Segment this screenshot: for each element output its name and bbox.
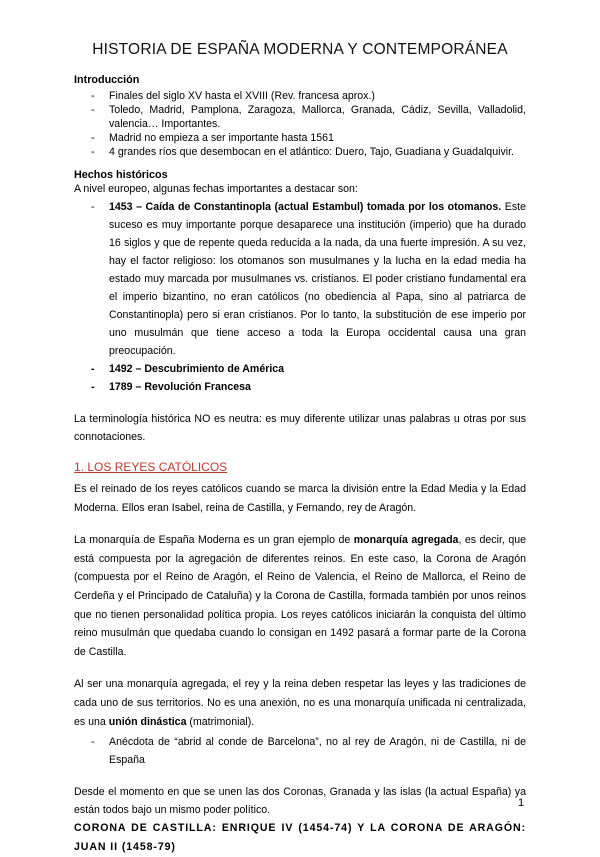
intro-item-4: - 4 grandes ríos que desembocan en el atlántico: Duero, Tajo, Guadiana y Guadalquivir. (74, 145, 526, 159)
anecdota-item: - Anécdota de “abrid al conde de Barcelona”, no al rey de Aragón, ni de Castilla, ni de España (74, 733, 526, 769)
terminologia-paragraph: La terminología histórica NO es neutra: es muy diferente utilizar unas palabras u otras por sus connotaciones. (74, 413, 526, 443)
section-1-paragraph-3 (74, 675, 526, 731)
hechos-item-1789: - 1789 – Revolución Francesa (74, 378, 526, 396)
document-title: HISTORIA DE ESPAÑA MODERNA Y CONTEMPORÁNEA (92, 41, 508, 58)
union-dinastica-term: unión dinástica (108, 715, 187, 728)
section-1-paragraph-4: Desde el momento en que se unen las dos Coronas, Granada y las islas (la actual España) ya están todos bajo un mismo poder político. (74, 786, 526, 817)
p3-text-b: (matrimonial). (186, 715, 255, 728)
hechos-item-1453-text: Este suceso es muy importante porque desaparece una institución (imperio) que ha durado 16 siglos y que de repente queda reducida a la nada, da una fuerte impresión. A su vez, hay el factor religioso: los otomanos son musulmanes y la lucha en la edad media ha estado muy marcada por musulmanes vs. cristianos. El poder cristiano fundamental era el imperio bizantino, no eran católicos (no obediencia al Papa, sino al patriarca de Constantinopla) pero si eran cristianos. Por lo tanto, la substitución de ese imperio por uno musulmán que tiene acceso a toda la Europa occidental causa una gran preocupación. (109, 201, 526, 357)
section-1-heading: 1. LOS REYES CATÓLICOS (74, 460, 228, 474)
intro-item-1: - Finales del siglo XV hasta el XVIII (Rev. francesa aprox.) (74, 89, 526, 103)
p2-text-a: La monarquía de España Moderna es un gran ejemplo de (74, 534, 354, 547)
intro-item-3: - Madrid no empieza a ser importante hasta 1561 (74, 131, 526, 145)
section-1-paragraph-1: Es el reinado de los reyes católicos cuando se marca la división entre la Edad Media y la Edad Moderna. Ellos eran Isabel, reina de Castilla, y Fernando, rey de Aragón. (74, 483, 526, 514)
hechos-lead: A nivel europeo, algunas fechas importantes a destacar son: (74, 183, 358, 195)
p2-text-b: , es decir, que está compuesta por la agregación de diferentes reinos. En este caso, la Corona de Aragón (compuesta por el Reino de Aragón, el Reino de Valencia, el Reino de Mallorca, el Reino de Cerdeña y el Principado de Cataluña) y la Corona de Castilla, formada también por unos reinos que no tienen personalidad política propia. Los reyes católicos iniciarán la conquista del último reino musulmán que quedaba cuando lo consigan en 1492 pasará a formar parte de la Corona de Castilla. (74, 534, 526, 658)
page-number: 1 (518, 797, 525, 809)
hechos-heading: Hechos históricos (74, 169, 168, 181)
intro-list (74, 89, 526, 159)
hechos-list (74, 198, 526, 396)
p3-text-a: Al ser una monarquía agregada, el rey y la reina deben respetar las leyes y las tradiciones de cada uno de sus territorios. No es una anexión, no es una monarquía unificada ni centralizada, es una (74, 678, 526, 728)
hechos-item-1453 (74, 198, 526, 360)
corona-subheading: CORONA DE CASTILLA: ENRIQUE IV (1454-74) Y LA CORONA DE ARAGÓN: JUAN II (1458-79) (74, 822, 526, 854)
hechos-item-1453-title: 1453 – Caída de Constantinopla (actual Estambul) tomada por los otomanos. (109, 201, 502, 213)
hechos-item-1492: - 1492 – Descubrimiento de América (74, 360, 526, 378)
section-1-paragraph-2 (74, 531, 526, 661)
monarquia-agregada-term: monarquía agregada (353, 534, 459, 547)
intro-heading: Introducción (74, 74, 140, 86)
document-body (74, 73, 526, 857)
anecdota-list (74, 733, 526, 769)
intro-item-2: - Toledo, Madrid, Pamplona, Zaragoza, Mallorca, Granada, Cádiz, Sevilla, Valladolid, valencia… Importantes. (74, 103, 526, 131)
